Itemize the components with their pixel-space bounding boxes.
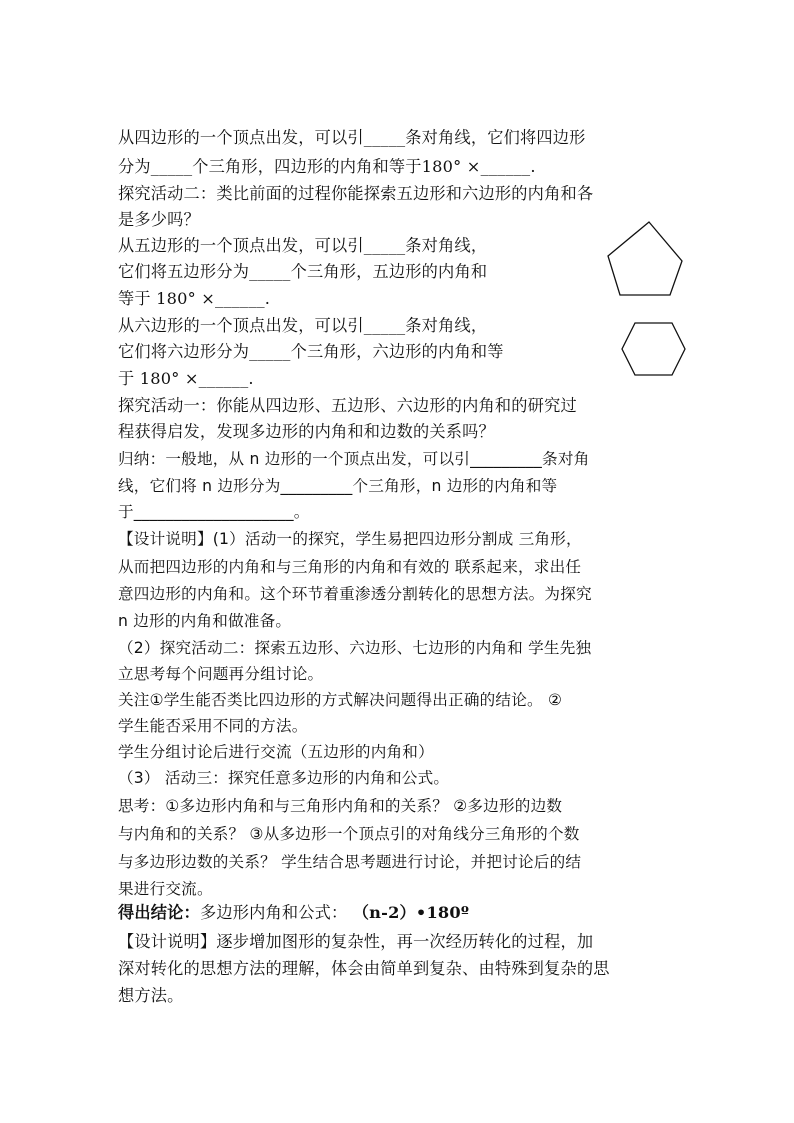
text-line-27: 与内角和的关系？ ③从多边形一个顶点引的对角线分三角形的个数 [118, 825, 580, 843]
text-line-23: 学生能否采用不同的方法。 [118, 717, 308, 735]
text-line-24: 学生分组讨论后进行交流（五边形的内角和） [118, 743, 434, 761]
text-line-19: n 边形的内角和做准备。 [118, 612, 292, 630]
text-line-31: 【设计说明】逐步增加图形的复杂性，再一次经历转化的过程，加 [118, 932, 594, 951]
text-line-2: 分为_____个三角形，四边形的内角和等于180° ×______. [118, 157, 536, 176]
text-line-32: 深对转化的思想方法的理解，体会由简单到复杂、由特殊到复杂的思 [118, 959, 610, 978]
text-line-16: 【设计说明】(1）活动一的探究，学生易把四边形分割成 三角形， [118, 530, 582, 548]
pentagon-figure [606, 220, 686, 300]
text-line-22: 关注①学生能否类比四边形的方式解决问题得出正确的结论。 ② [118, 691, 563, 709]
text-line-11: 探究活动一：你能从四边形、五边形、六边形的内角和的研究过 [118, 396, 577, 415]
conclusion-formula: （n-2）•180º [352, 903, 470, 922]
text-line-13: 归纳：一般地，从 n 边形的一个顶点出发，可以引_________条对角 [118, 450, 590, 468]
text-line-17: 从而把四边形的内角和与三角形的内角和有效的 联系起来，求出任 [118, 558, 582, 576]
text-line-15: 于____________________。 [118, 503, 310, 521]
text-line-26: 思考：①多边形内角和与三角形内角和的关系？ ②多边形的边数 [118, 797, 563, 815]
text-line-10: 于 180° ×______. [118, 369, 254, 388]
conclusion-line [118, 903, 469, 923]
text-line-3: 探究活动二：类比前面的过程你能探索五边形和六边形的内角和各 [118, 184, 594, 203]
text-line-8: 从六边形的一个顶点出发，可以引_____条对角线， [118, 316, 488, 335]
conclusion-label: 得出结论： [118, 903, 200, 922]
conclusion-formula-label: 多边形内角和公式： [199, 903, 348, 922]
text-line-14: 线，它们将 n 边形分为_________个三角形，n 边形的内角和等 [118, 477, 558, 495]
text-line-12: 程获得启发，发现多边形的内角和和边数的关系吗？ [118, 422, 495, 441]
text-line-21: 立思考每个问题再分组讨论。 [118, 665, 324, 683]
text-line-25: （3） 活动三：探究任意多边形的内角和公式。 [118, 769, 450, 787]
text-line-7: 等于 180° ×______. [118, 289, 271, 308]
text-line-9: 它们将六边形分为_____个三角形，六边形的内角和等 [118, 342, 504, 361]
text-line-5: 从五边形的一个顶点出发，可以引_____条对角线， [118, 236, 488, 255]
text-line-20: （2）探究活动二：探索五边形、六边形、七边形的内角和 学生先独 [118, 639, 592, 657]
text-line-4: 是多少吗？ [118, 210, 200, 229]
text-line-18: 意四边形的内角和。这个环节着重渗透分割转化的思想方法。为探究 [118, 585, 592, 603]
hexagon-figure [620, 320, 688, 378]
text-line-33: 想方法。 [118, 986, 184, 1005]
text-line-6: 它们将五边形分为_____个三角形，五边形的内角和 [118, 262, 488, 281]
text-line-29: 果进行交流。 [118, 880, 213, 898]
text-line-1: 从四边形的一个顶点出发，可以引_____条对角线，它们将四边形 [118, 128, 586, 147]
text-line-28: 与多边形边数的关系？ 学生结合思考题进行讨论，并把讨论后的结 [118, 853, 582, 871]
